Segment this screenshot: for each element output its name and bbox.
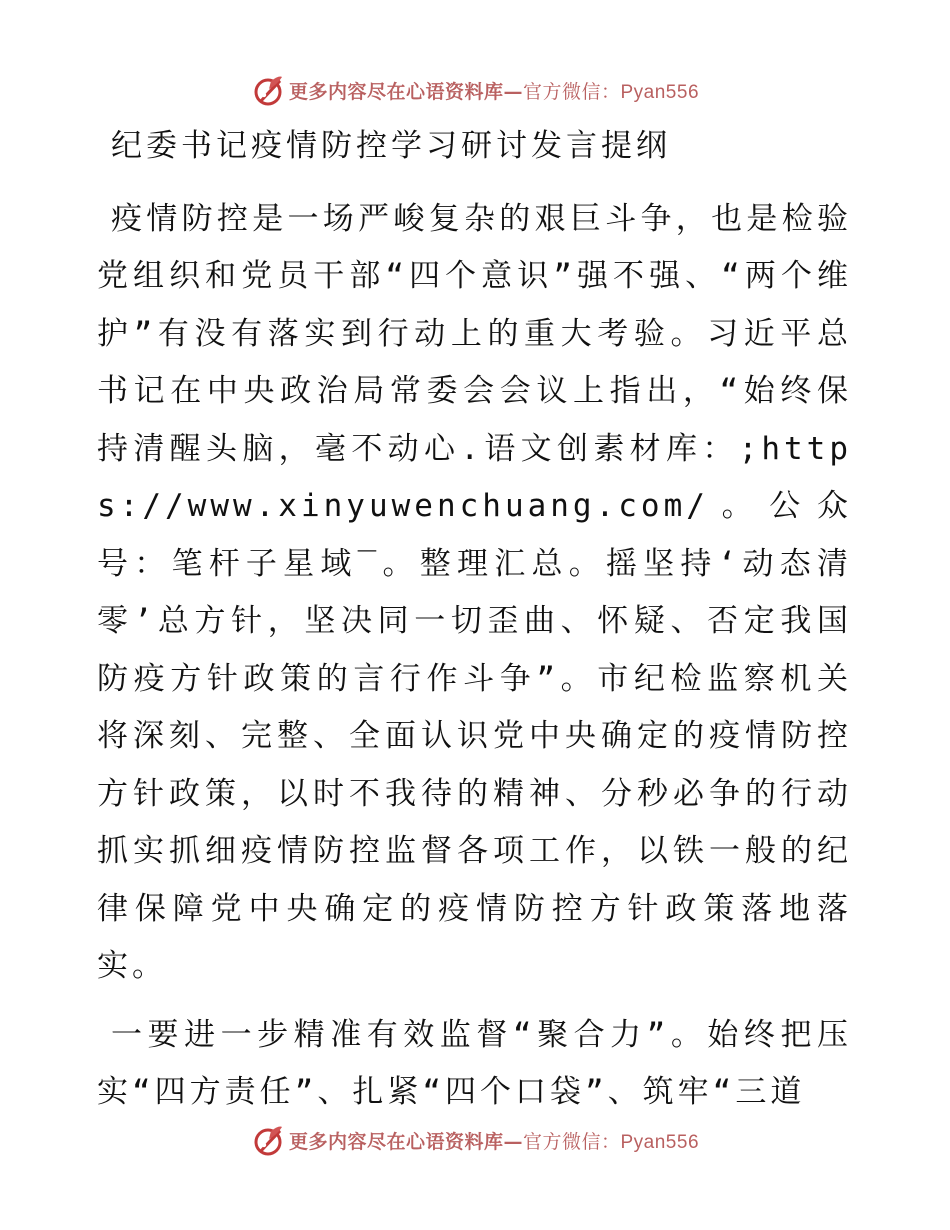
header-banner	[0, 70, 950, 110]
paragraph: 疫情防控是一场严峻复杂的艰巨斗争，也是检验党组织和党员干部“四个意识”强不强、“两个维护”有没有落实到行动上的重大考验。习近平总书记在中央政治局常委会会议上指出，“始终保持清醒头脑，毫不动心.语文创素材库：;https://www.xinyuwenchuang.com/。公众号：笔杆子星域‾。整理汇总。摇坚持‘动态清零’总方针，坚决同一切歪曲、怀疑、否定我国防疫方针政策的言行作斗争”。市纪检监察机关将深刻、完整、全面认识党中央确定的疫情防控方针政策，以时不我待的精神、分秒必争的行动抓实抓细疫情防控监督各项工作，以铁一般的纪律保障党中央确定的疫情防控方针政策落地落实。	[97, 200, 852, 984]
feather-pen-logo-icon	[251, 1123, 285, 1157]
banner-text: 更多内容尽在心语资料库—官方微信：Pyan556	[288, 1130, 700, 1153]
footer-banner	[0, 1120, 950, 1160]
feather-pen-logo-icon	[251, 73, 285, 107]
banner-text: 更多内容尽在心语资料库—官方微信：Pyan556	[288, 80, 700, 103]
document-body	[97, 118, 852, 1133]
paragraph: 一要进一步精准有效监督“聚合力”。始终把压实“四方责任”、扎紧“四个口袋”、筑牢“三道	[97, 1016, 852, 1110]
document-title: 纪委书记疫情防控学习研讨发言提纲	[111, 128, 671, 164]
